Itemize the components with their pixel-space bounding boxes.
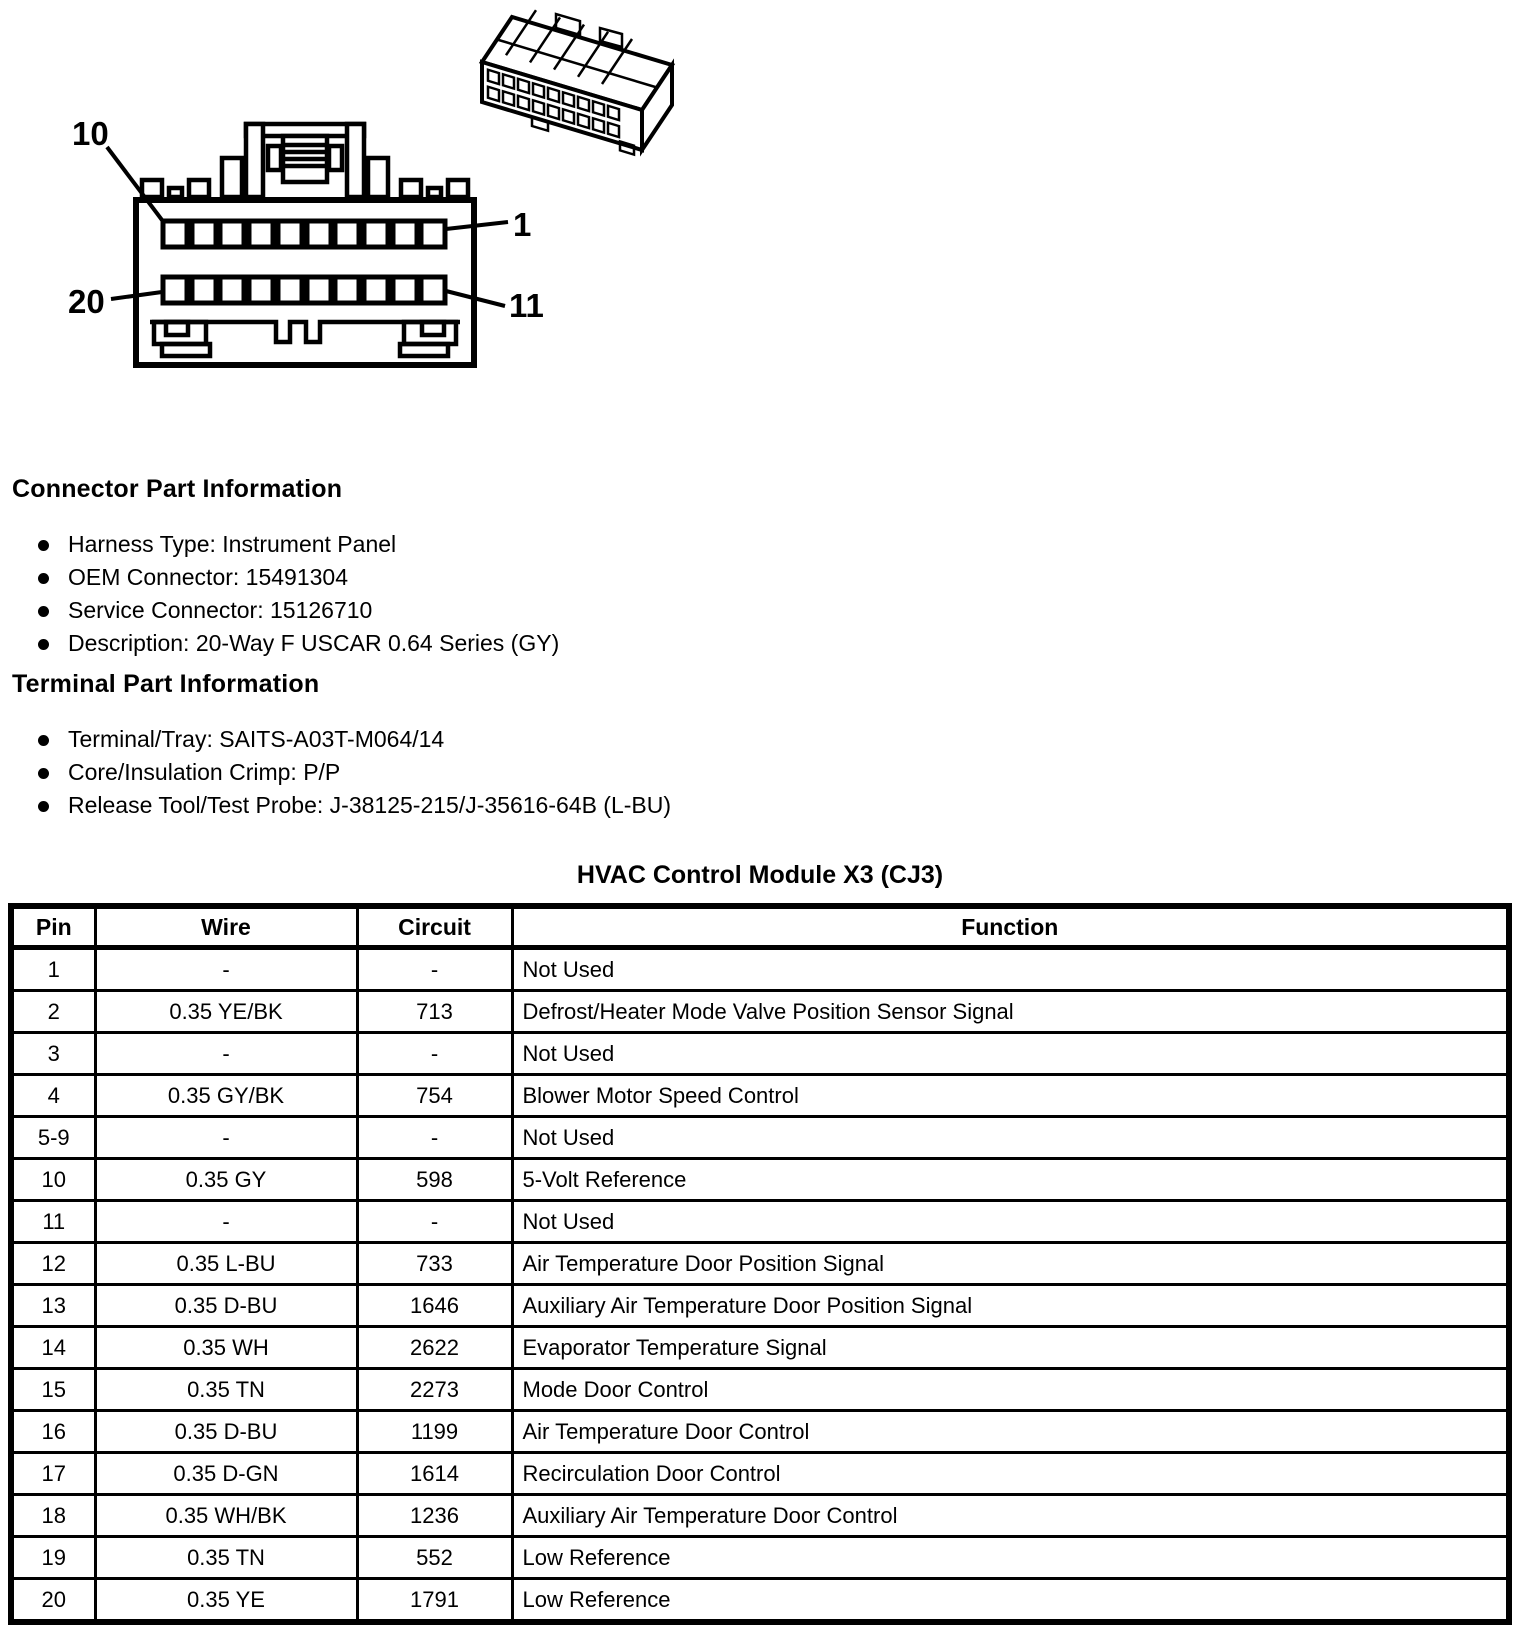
cell-circuit: 1646 bbox=[357, 1285, 512, 1327]
cell-function: Not Used bbox=[512, 1117, 1509, 1159]
cell-wire: 0.35 GY bbox=[95, 1159, 357, 1201]
table-row-pin-17 bbox=[11, 1453, 1509, 1495]
pin-label-1: 1 bbox=[513, 206, 532, 243]
column-header-pin: Pin bbox=[11, 906, 95, 948]
cell-wire: 0.35 YE bbox=[95, 1579, 357, 1623]
cell-pin: 15 bbox=[11, 1369, 95, 1411]
cell-pin: 12 bbox=[11, 1243, 95, 1285]
table-row-pin-1 bbox=[11, 948, 1509, 991]
cell-wire: 0.35 TN bbox=[95, 1537, 357, 1579]
cell-circuit: 733 bbox=[357, 1243, 512, 1285]
list-item bbox=[30, 564, 559, 597]
cell-wire: 0.35 WH/BK bbox=[95, 1495, 357, 1537]
header-row bbox=[11, 906, 1509, 948]
cell-pin: 20 bbox=[11, 1579, 95, 1623]
cell-function: Mode Door Control bbox=[512, 1369, 1509, 1411]
cell-circuit: - bbox=[357, 948, 512, 991]
cell-function: 5-Volt Reference bbox=[512, 1159, 1509, 1201]
cell-function: Blower Motor Speed Control bbox=[512, 1075, 1509, 1117]
table-row-pin-14 bbox=[11, 1327, 1509, 1369]
cell-function: Air Temperature Door Control bbox=[512, 1411, 1509, 1453]
pin-row-top bbox=[163, 221, 445, 247]
cell-circuit: 1614 bbox=[357, 1453, 512, 1495]
list-item bbox=[30, 597, 559, 630]
cell-wire: 0.35 YE/BK bbox=[95, 991, 357, 1033]
table-row-pin-13 bbox=[11, 1285, 1509, 1327]
cell-circuit: 552 bbox=[357, 1537, 512, 1579]
table-row-pin-2 bbox=[11, 991, 1509, 1033]
connector-part-information-heading: Connector Part Information bbox=[12, 475, 343, 503]
cell-circuit: 2622 bbox=[357, 1327, 512, 1369]
cell-function: Not Used bbox=[512, 948, 1509, 991]
cell-wire: 0.35 L-BU bbox=[95, 1243, 357, 1285]
pin-label-11: 11 bbox=[509, 287, 544, 324]
list-item bbox=[30, 759, 671, 792]
cell-function: Evaporator Temperature Signal bbox=[512, 1327, 1509, 1369]
bullet-icon bbox=[38, 573, 49, 584]
bullet-icon bbox=[38, 639, 49, 650]
cell-wire: 0.35 D-BU bbox=[95, 1411, 357, 1453]
cell-wire: - bbox=[95, 948, 357, 991]
cell-circuit: 713 bbox=[357, 991, 512, 1033]
cell-circuit: 2273 bbox=[357, 1369, 512, 1411]
cell-pin: 13 bbox=[11, 1285, 95, 1327]
cell-function: Auxiliary Air Temperature Door Position Signal bbox=[512, 1285, 1509, 1327]
table-row-pin-18 bbox=[11, 1495, 1509, 1537]
cell-pin: 1 bbox=[11, 948, 95, 991]
table-row-pin-4 bbox=[11, 1075, 1509, 1117]
cell-wire: 0.35 D-GN bbox=[95, 1453, 357, 1495]
cell-pin: 19 bbox=[11, 1537, 95, 1579]
cell-function: Recirculation Door Control bbox=[512, 1453, 1509, 1495]
list-item bbox=[30, 531, 559, 564]
bullet-icon bbox=[38, 735, 49, 746]
table-row-pin-11 bbox=[11, 1201, 1509, 1243]
pin-row-bottom bbox=[163, 277, 445, 303]
terminal-part-information-heading: Terminal Part Information bbox=[12, 670, 320, 698]
table-title: HVAC Control Module X3 (CJ3) bbox=[576, 861, 944, 889]
cell-circuit: - bbox=[357, 1033, 512, 1075]
connector-top-latch bbox=[142, 124, 468, 197]
cell-circuit: - bbox=[357, 1117, 512, 1159]
pin-label-20: 20 bbox=[68, 283, 105, 320]
table-row-pin-19 bbox=[11, 1537, 1509, 1579]
table-row-pin-16 bbox=[11, 1411, 1509, 1453]
cell-wire: - bbox=[95, 1033, 357, 1075]
pinout-table-wrap bbox=[8, 903, 1512, 1625]
table-row-pin-10 bbox=[11, 1159, 1509, 1201]
table-row-pin-20 bbox=[11, 1579, 1509, 1623]
cell-pin: 10 bbox=[11, 1159, 95, 1201]
bullet-text: Release Tool/Test Probe: J-38125-215/J-35616-64B (L-BU) bbox=[68, 792, 672, 818]
list-item bbox=[30, 630, 559, 663]
cell-circuit: 1199 bbox=[357, 1411, 512, 1453]
cell-function: Not Used bbox=[512, 1033, 1509, 1075]
cell-pin: 3 bbox=[11, 1033, 95, 1075]
cell-circuit: 754 bbox=[357, 1075, 512, 1117]
cell-wire: 0.35 GY/BK bbox=[95, 1075, 357, 1117]
cell-circuit: 598 bbox=[357, 1159, 512, 1201]
cell-pin: 4 bbox=[11, 1075, 95, 1117]
cell-wire: 0.35 WH bbox=[95, 1327, 357, 1369]
cell-pin: 18 bbox=[11, 1495, 95, 1537]
cell-function: Auxiliary Air Temperature Door Control bbox=[512, 1495, 1509, 1537]
cell-pin: 11 bbox=[11, 1201, 95, 1243]
connector-front-view-diagram bbox=[50, 100, 550, 390]
table-row-pin-5-9 bbox=[11, 1117, 1509, 1159]
pinout-table bbox=[8, 903, 1512, 1625]
list-item bbox=[30, 792, 671, 825]
cell-circuit: 1791 bbox=[357, 1579, 512, 1623]
column-header-wire: Wire bbox=[95, 906, 357, 948]
bullet-text: Harness Type: Instrument Panel bbox=[68, 531, 397, 557]
cell-circuit: 1236 bbox=[357, 1495, 512, 1537]
cell-function: Air Temperature Door Position Signal bbox=[512, 1243, 1509, 1285]
cell-function: Not Used bbox=[512, 1201, 1509, 1243]
terminal-part-information-list bbox=[30, 726, 671, 825]
table-row-pin-12 bbox=[11, 1243, 1509, 1285]
bullet-text: Description: 20-Way F USCAR 0.64 Series (GY) bbox=[68, 630, 560, 656]
bullet-text: Core/Insulation Crimp: P/P bbox=[68, 759, 341, 785]
cell-pin: 16 bbox=[11, 1411, 95, 1453]
connector-part-information-list bbox=[30, 531, 559, 663]
cell-pin: 17 bbox=[11, 1453, 95, 1495]
table-row-pin-15 bbox=[11, 1369, 1509, 1411]
cell-pin: 5-9 bbox=[11, 1117, 95, 1159]
list-item bbox=[30, 726, 671, 759]
cell-wire: 0.35 TN bbox=[95, 1369, 357, 1411]
cell-function: Defrost/Heater Mode Valve Position Sensor Signal bbox=[512, 991, 1509, 1033]
bullet-icon bbox=[38, 540, 49, 551]
column-header-circuit: Circuit bbox=[357, 906, 512, 948]
bullet-text: Terminal/Tray: SAITS-A03T-M064/14 bbox=[68, 726, 445, 752]
cell-circuit: - bbox=[357, 1201, 512, 1243]
cell-function: Low Reference bbox=[512, 1537, 1509, 1579]
pin-label-10: 10 bbox=[72, 115, 109, 152]
bullet-text: Service Connector: 15126710 bbox=[68, 597, 373, 623]
cell-pin: 14 bbox=[11, 1327, 95, 1369]
bullet-text: OEM Connector: 15491304 bbox=[68, 564, 349, 590]
column-header-function: Function bbox=[512, 906, 1509, 948]
bullet-icon bbox=[38, 606, 49, 617]
bullet-icon bbox=[38, 768, 49, 779]
cell-wire: 0.35 D-BU bbox=[95, 1285, 357, 1327]
bullet-icon bbox=[38, 801, 49, 812]
cell-wire: - bbox=[95, 1117, 357, 1159]
table-row-pin-3 bbox=[11, 1033, 1509, 1075]
cell-wire: - bbox=[95, 1201, 357, 1243]
cell-pin: 2 bbox=[11, 991, 95, 1033]
cell-function: Low Reference bbox=[512, 1579, 1509, 1623]
